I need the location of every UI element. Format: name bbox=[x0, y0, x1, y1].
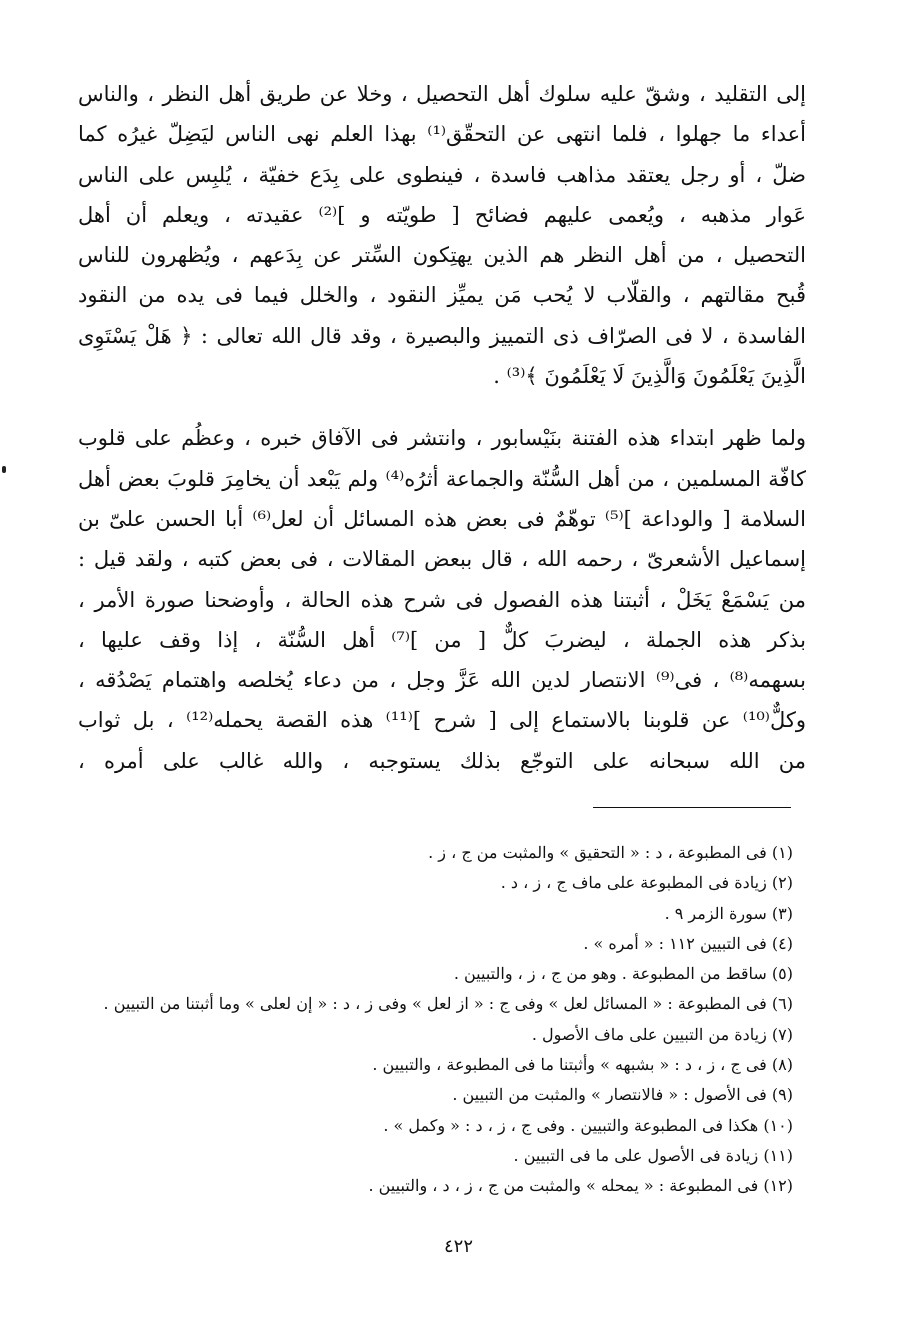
text-line: عَوار مذهبه ، ويُعمى عليهم فضائح [ طويّته و ]⁽²⁾ عقيدته ، ويعلم أن أهل bbox=[78, 202, 806, 227]
text-line: ولما ظهر ابتداء هذه الفتنة بنَيْسابور ، وانتشر فى الآفاق خبره ، وعظُم على قلوب bbox=[78, 426, 806, 451]
footnote-separator bbox=[593, 807, 791, 808]
text-line: الفاسدة ، لا فى الصرّاف ذى التمييز والبصيرة ، وقد قال الله تعالى : ﴿ هَلْ يَسْتَوِى bbox=[78, 323, 806, 348]
footnote: (٨) فى ج ، ز ، د : « بشبهه » وأثبتنا ما فى المطبوعة ، والتبيين . bbox=[372, 1055, 793, 1075]
text-line: كافّة المسلمين ، من أهل السُّنّة والجماعة أثرُه⁽⁴⁾ ولم يَبْعد أن يخامِرَ قلوبَ بعض أهل bbox=[78, 466, 806, 491]
footnote: (١١) زيادة فى الأصول على ما فى التبيين . bbox=[513, 1145, 793, 1165]
text-line: بذكر هذه الجملة ، ليضربَ كلٌّ [ من ]⁽⁷⁾ أهل السُّنّة ، إذا وقف عليها ، bbox=[78, 627, 806, 652]
text-line: بسهمه⁽⁸⁾ ، فى⁽⁹⁾ الانتصار لدين الله عَزَّ وجل ، من دعاء يُخلصه واهتمام يَصْدُقه ، bbox=[78, 668, 806, 693]
footnote: (٩) فى الأصول : « فالانتصار » والمثبت من التبيين . bbox=[452, 1085, 793, 1105]
footnote: (١٠) هكذا فى المطبوعة والتبيين . وفى ج ، ز ، د : « وكمل » . bbox=[383, 1115, 793, 1135]
text-line: التحصيل ، من أهل النظر هم الذين يهتِكون السِّتر عن بِدَعهم ، ويُظهرون للناس bbox=[78, 243, 806, 268]
text-line: من الله سبحانه على التوجّع بذلك يستوجبه ، والله غالب على أمره ، bbox=[78, 748, 806, 773]
footnote: (٦) فى المطبوعة : « المسائل لعل » وفى ج : « از لعل » وفى ز ، د : « إن لعلى » وما أثبتنا من التبيين . bbox=[103, 994, 793, 1014]
footnotes bbox=[60, 838, 793, 1202]
footnote: (١٢) فى المطبوعة : « يمحله » والمثبت من ج ، ز ، د ، والتبيين . bbox=[368, 1176, 793, 1196]
text-line: إسماعيل الأشعرىّ ، رحمه الله ، قال ببعض المقالات ، فى بعض كتبه ، ولقد قيل : bbox=[78, 547, 806, 572]
footnote: (٧) زيادة من التبيين على ماف الأصول . bbox=[531, 1024, 793, 1044]
text-line: إلى التقليد ، وشقّ عليه سلوك أهل التحصيل ، وخلا عن طريق أهل النظر ، والناس bbox=[78, 82, 806, 106]
page-number: ٤٢٢ bbox=[443, 1236, 473, 1257]
text-line: وكلٌّ⁽¹⁰⁾ عن قلوبنا بالاستماع إلى [ شرح ]⁽¹¹⁾ هذه القصة يحمله⁽¹²⁾ ، بل ثواب bbox=[78, 708, 806, 733]
text-line: الَّذِينَ يَعْلَمُونَ وَالَّذِينَ لَا يَعْلَمُونَ ﴾⁽³⁾ . bbox=[493, 364, 806, 389]
text-line: السلامة [ والوداعة ]⁽⁵⁾ توهّمٌ فى بعض هذه المسائل أن لعل⁽⁶⁾ أبا الحسن علىّ بن bbox=[78, 506, 806, 531]
text-line: قُبح مقالتهم ، والقلّاب لا يُحب مَن يميِّز النقود ، والخلل فيما فى يده من النقود bbox=[78, 283, 806, 308]
footnote: (١) فى المطبوعة ، د : « التحقيق » والمثبت من ج ، ز . bbox=[428, 843, 793, 862]
text-line: ضلّ ، أو رجل يعتقد مذاهب فاسدة ، فينطوى على بِدَع خفيّة ، يُلبِس على الناس bbox=[78, 162, 806, 187]
footnote: (٥) ساقط من المطبوعة . وهو من ج ، ز ، والتبيين . bbox=[453, 964, 793, 984]
main-text bbox=[78, 74, 806, 781]
paragraph-gap bbox=[78, 396, 806, 418]
footnote: (٣) سورة الزمر ٩ . bbox=[664, 903, 793, 923]
text-line: من يَسْمَعْ يَخَلْ ، أثبتنا هذه الفصول فى شرح هذه الحالة ، وأوضحنا صورة الأمر ، bbox=[78, 587, 806, 612]
paragraph-1 bbox=[78, 74, 806, 396]
paragraph-2 bbox=[78, 418, 806, 781]
text-line: أعداء ما جهلوا ، فلما انتهى عن التحقّق⁽¹⁾ بهذا العلم نهى الناس ليَضِلّ غيرُه كما bbox=[78, 122, 806, 147]
footnote: (٤) فى التبيين ١١٢ : « أمره » . bbox=[583, 933, 793, 953]
footnote: (٢) زيادة فى المطبوعة على ماف ج ، ز ، د . bbox=[500, 873, 793, 893]
margin-mark bbox=[2, 466, 6, 473]
